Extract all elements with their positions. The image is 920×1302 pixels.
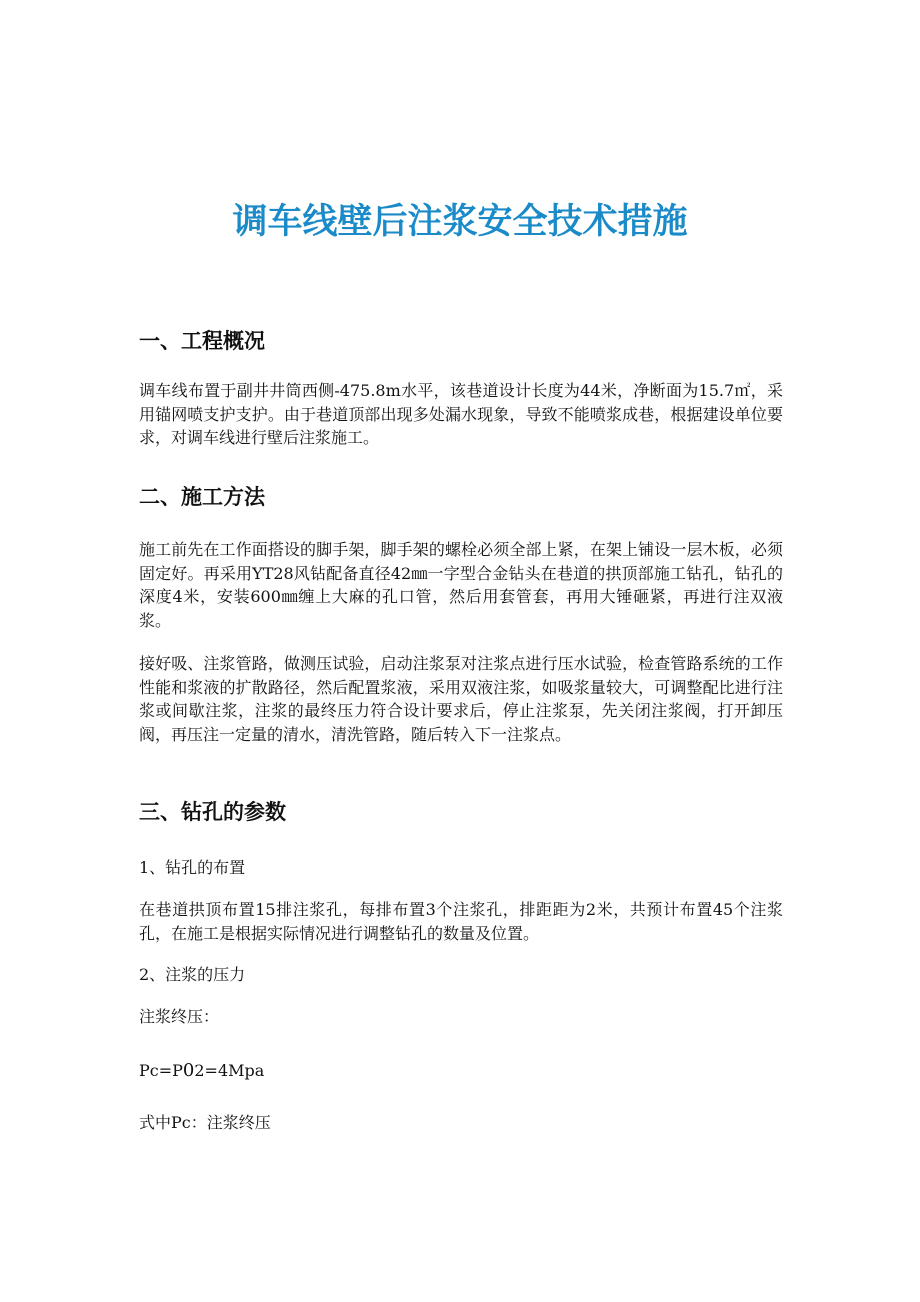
method-paragraph-1: 施工前先在工作面搭设的脚手架，脚手架的螺栓必须全部上紧，在架上铺设一层木板，必须固定好。再采用YT28风钻配备直径42㎜一字型合金钻头在巷道的拱顶部施工钻孔，钻孔的深度4米，安装600㎜缠上大麻的孔口管，然后用套管套，再用大锤砸紧，再进行注双液浆。: [139, 540, 783, 630]
method-paragraph-2: 接好吸、注浆管路，做测压试验，启动注浆泵对注浆点进行压水试验，检查管路系统的工作性能和浆液的扩散路径，然后配置浆液，采用双液注浆，如吸浆量较大，可调整配比进行注浆或间歇注浆，注浆的最终压力符合设计要求后，停止注浆泵，先关闭注浆阀，打开卸压阀，再压注一定量的清水，清洗管路，随后转入下一注浆点。: [139, 654, 783, 744]
subheading-grouting-pressure: 2、注浆的压力: [139, 965, 246, 984]
document-title: 调车线壁后注浆安全技术措施: [232, 202, 688, 242]
drill-layout-paragraph: 在巷道拱顶布置15排注浆孔，每排布置3个注浆孔，排距距为2米，共预计布置45个注浆孔，在施工是根据实际情况进行调整钻孔的数量及位置。: [139, 900, 783, 943]
formula-note: 式中Pc：注浆终压: [139, 1113, 271, 1132]
section-heading-drilling-parameters: 三、钻孔的参数: [139, 800, 286, 824]
formula-part-b: 0: [182, 1060, 195, 1081]
pressure-formula: [139, 1059, 264, 1082]
section-heading-method: 二、施工方法: [139, 485, 265, 509]
overview-paragraph: 调车线布置于副井井筒西侧-475.8m水平，该巷道设计长度为44米，净断面为15.7㎡，采用锚网喷支护支护。由于巷道顶部出现多处漏水现象，导致不能喷浆成巷，根据建设单位要求，对调车线进行壁后注浆施工。: [139, 381, 783, 447]
subheading-drill-layout: 1、钻孔的布置: [139, 858, 246, 877]
final-pressure-label: 注浆终压：: [139, 1007, 220, 1026]
formula-part-c: 2=4Mpa: [194, 1061, 265, 1080]
formula-part-a: Pc=P: [139, 1061, 183, 1080]
section-heading-overview: 一、工程概况: [139, 329, 265, 353]
